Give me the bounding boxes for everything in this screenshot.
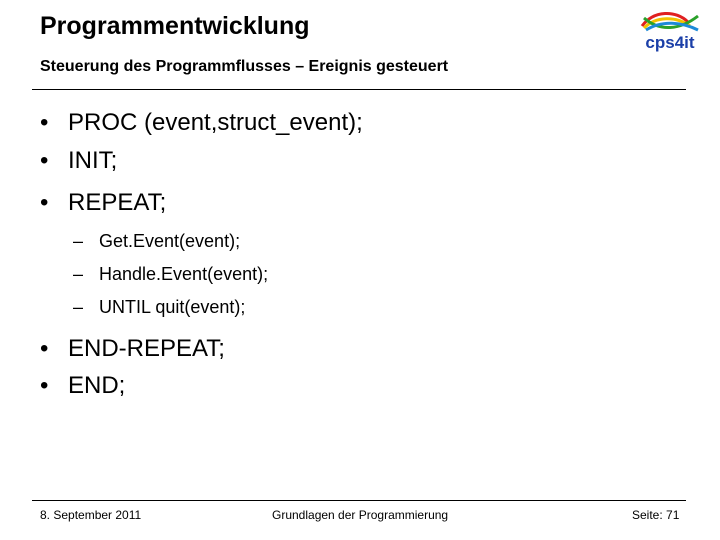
sub-bullet-text: Handle.Event(event);: [99, 264, 269, 284]
footer-date: 8. September 2011: [40, 508, 142, 522]
footer-course-title: Grundlagen der Programmierung: [272, 508, 449, 522]
sub-bullet-item: [73, 229, 240, 253]
bullet-item: [40, 108, 363, 138]
sub-bullet-mark: –: [73, 297, 84, 317]
sub-bullet-item: [73, 295, 245, 319]
bullet-text: END-REPEAT;: [68, 335, 225, 362]
footer-divider: [32, 500, 686, 501]
bullet-text: END;: [68, 372, 126, 399]
bullet-item: [40, 188, 166, 218]
sub-bullet-text: Get.Event(event);: [99, 231, 241, 251]
bullet-mark: •: [40, 147, 49, 174]
bullet-text: PROC (event,struct_event);: [68, 109, 363, 136]
bullet-text: REPEAT;: [68, 189, 167, 216]
bullet-mark: •: [40, 189, 49, 216]
cps4it-logo: [636, 8, 704, 54]
slide-subtitle: Steuerung des Programmflusses – Ereignis gesteuert: [40, 58, 449, 75]
bullet-item: [40, 146, 117, 176]
slide-title: Programmentwicklung: [40, 12, 310, 40]
bullet-item: [40, 334, 225, 364]
sub-bullet-item: [73, 262, 268, 286]
sub-bullet-mark: –: [73, 264, 84, 284]
bullet-text: INIT;: [68, 147, 118, 174]
header-divider: [32, 89, 686, 90]
bullet-item: [40, 371, 125, 401]
sub-bullet-text: UNTIL quit(event);: [99, 297, 246, 317]
bullet-mark: •: [40, 335, 49, 362]
sub-bullet-mark: –: [73, 231, 84, 251]
bullet-mark: •: [40, 372, 49, 399]
logo-text: cps4it: [645, 33, 695, 52]
bullet-mark: •: [40, 109, 49, 136]
footer-page-number: Seite: 71: [632, 508, 680, 522]
